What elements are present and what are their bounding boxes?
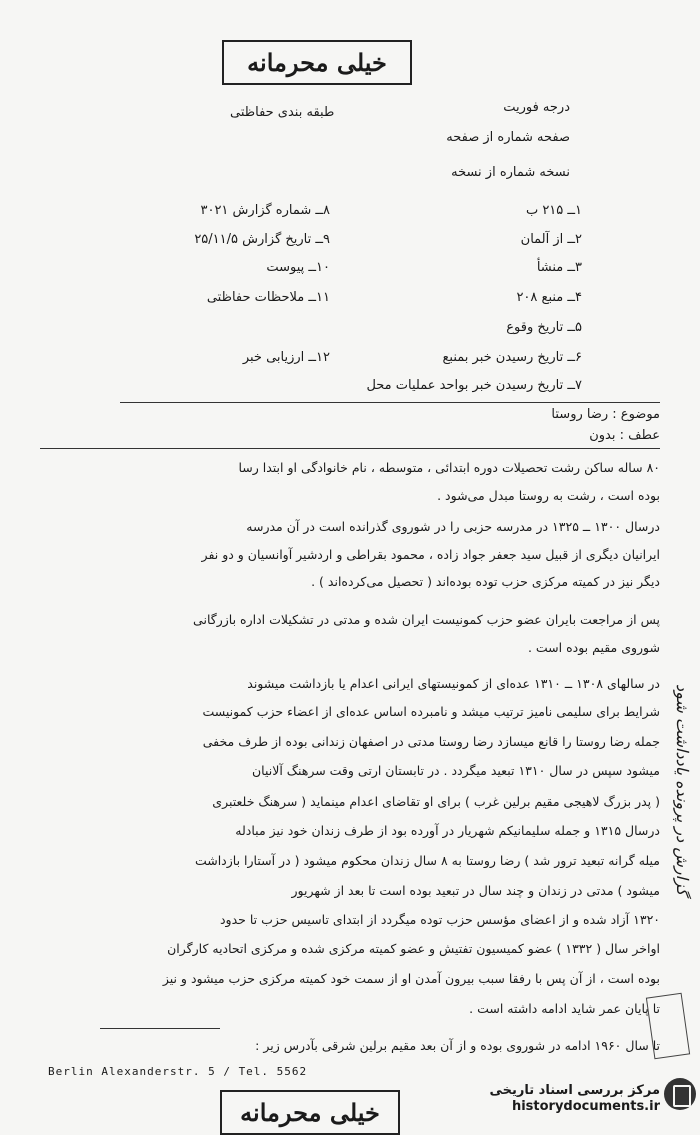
body-line: میله گرانه تبعید ترور شد ) رضا روستا به ۸ سال زندان محکوم میشود ( در آستارا بازداشت (194, 853, 660, 868)
subject-line: موضوع : رضا روستا (551, 407, 660, 422)
body-line: جمله رضا روستا را قانع میسازد رضا روستا مدتی در اصفهان زندانی بوده از طرف مخفی (202, 734, 660, 749)
archive-logo-icon (664, 1078, 696, 1110)
berlin-address: Berlin Alexanderstr. 5 / Tel. 5562 (48, 1065, 308, 1078)
body-line: درسال ۱۳۱۵ و جمله سلیمانیکم شهریار در آورده بود از طرف زندان خود نیز مبادله (235, 823, 660, 838)
field-left-1: ۱ــ ۲۱۵ ب (525, 203, 582, 218)
field-right-12: ۱۲ــ ارزیابی خبر (242, 350, 330, 365)
classification-stamp-bottom: خیلی محرمانه (220, 1090, 400, 1135)
body-line: در سالهای ۱۳۰۸ ــ ۱۳۱۰ عده‌ای از کمونیستهای ایرانی اعدام یا بازداشت میشوند (247, 676, 660, 691)
body-line: ایرانیان دیگری از قبیل سید جعفر جواد زاده ، محمود بقراطی و اردشیر آوانسیان و دو نفر (201, 547, 660, 562)
body-divider (40, 448, 660, 449)
field-right-10: ۱۰ــ پیوست (266, 260, 330, 275)
underline-mark (100, 1028, 220, 1029)
page-number-field: صفحه شماره از صفحه (446, 130, 570, 145)
body-line: ( پدر بزرگ لاهیجی مقیم برلین غرب ) برای او تقاضای اعدام مینماید ( سرهنگ خلعتبری (212, 794, 660, 809)
handwritten-margin-note: گزارش در پرونده یادداشت شود (673, 684, 692, 896)
body-line: شوروی مقیم بوده است . (527, 640, 660, 655)
body-line: ۸۰ ساله ساکن رشت تحصیلات دوره ابتدائی ، متوسطه ، نام خانوادگی او ابتدا رسا (238, 460, 660, 475)
field-right-11: ۱۱ــ ملاحظات حفاظتی (206, 290, 330, 305)
body-line: بوده است ، رشت به روستا مبدل می‌شود . (437, 488, 660, 503)
archive-watermark (490, 1083, 661, 1115)
body-line: میشود سپس در سال ۱۳۱۰ تبعید میگردد . در تابستان ارتی وقت سرهنگ آلانیان (251, 763, 660, 778)
watermark-title: مرکز بررسی اسناد تاریخی (489, 1083, 660, 1098)
classification-label: طبقه بندی حفاظتی (230, 105, 335, 120)
body-line: تا پایان عمر شاید ادامه داشته است . (469, 1001, 660, 1016)
field-left-4: ۴ــ منبع ۲۰۸ (516, 290, 582, 305)
initials-stamp (646, 993, 690, 1059)
watermark-url: historydocuments.ir (511, 1099, 660, 1114)
header-divider (120, 402, 660, 403)
body-line: دیگر نیز در کمیته مرکزی حزب توده بوده‌اند ( تحصیل می‌کرده‌اند ) . (311, 574, 660, 589)
body-line: درسال ۱۳۰۰ ــ ۱۳۲۵ در مدرسه حزبی را در شوروی گذرانده است در آن مدرسه (246, 519, 660, 534)
field-left-3: ۳ــ منشأ (536, 260, 582, 275)
body-line: اواخر سال ( ۱۳۳۲ ) عضو کمیسیون تفتیش و عضو کمیته مرکزی شده و مرکزی اتحادیه کارگران (167, 941, 660, 956)
priority-field: درجه فوریت (503, 100, 570, 115)
copy-number-field: نسخه شماره از نسخه (451, 165, 570, 180)
field-right-9: ۹ــ تاریخ گزارش ۲۵/۱۱/۵ (194, 232, 330, 247)
field-right-8: ۸ــ شماره گزارش ۳۰۲۱ (200, 203, 330, 218)
body-line: بوده است ، از آن پس با رفقا سبب بیرون آمدن او از سمت خود کمیته مرکزی حزب میشود و نیز (162, 971, 660, 986)
body-line: ۱۳۲۰ آزاد شده و از اعضای مؤسس حزب توده میگردد از ابتدای تاسیس حزب تا حدود (219, 912, 660, 927)
subject-reference: عطف : بدون (589, 428, 660, 443)
field-left-6: ۶ــ تاریخ رسیدن خبر بمنبع (442, 350, 582, 365)
body-line: میشود ) مدتی در زندان و چند سال در تبعید بوده است تا بعد از شهریور (291, 883, 660, 898)
body-line: تا سال ۱۹۶۰ ادامه در شوروی بوده و از آن بعد مقیم برلین شرقی بآدرس زیر : (255, 1038, 660, 1053)
classification-stamp-top: خیلی محرمانه (222, 40, 412, 85)
field-left-7: ۷ــ تاریخ رسیدن خبر بواحد عملیات محل (366, 378, 582, 393)
body-line: شرایط برای سلیمی نامیز ترتیب میشد و نامبرده اساس عده‌ای از اعضاء حزب کمونیست (202, 704, 660, 719)
field-left-5: ۵ــ تاریخ وقوع (506, 320, 582, 335)
body-line: پس از مراجعت بایران عضو حزب کمونیست ایران شده و مدتی در تشکیلات اداره بازرگانی (193, 612, 660, 627)
field-left-2: ۲ــ از آلمان (520, 232, 582, 247)
